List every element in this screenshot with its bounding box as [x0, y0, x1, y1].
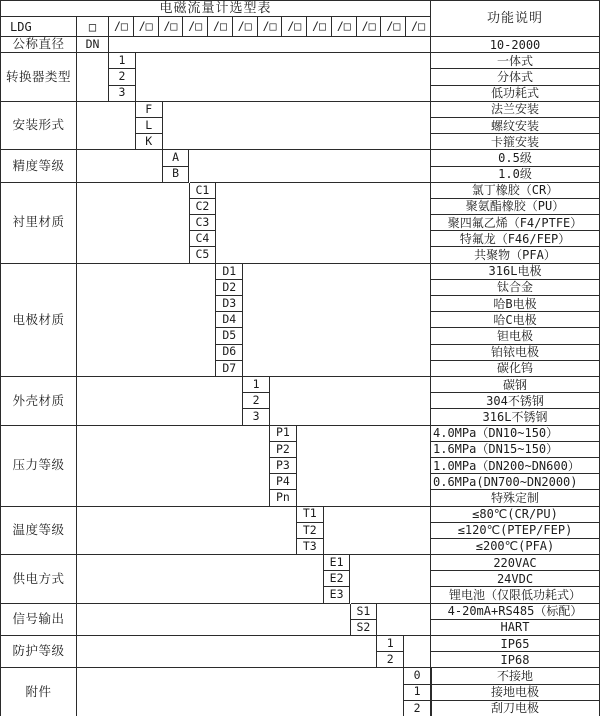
empty-cell [77, 53, 109, 102]
code-cell: L [136, 118, 163, 134]
code-cell: 2 [243, 393, 270, 409]
empty-cell [270, 377, 431, 426]
model-slot: /□ [282, 17, 307, 37]
code-cell: T3 [297, 539, 324, 555]
code-cell: 2 [377, 652, 404, 668]
function-cell: 316L不锈钢 [431, 409, 600, 425]
code-cell: DN [77, 37, 109, 53]
model-slot: /□ [208, 17, 233, 37]
category-label: 安装形式 [1, 102, 77, 151]
code-cell: C3 [190, 215, 217, 231]
category-label: 附件 [1, 668, 77, 716]
code-cell: F [136, 102, 163, 118]
empty-cell [243, 264, 431, 377]
function-cell: ≤80℃(CR/PU) [431, 507, 600, 523]
code-cell: 0 [404, 668, 431, 684]
category-label: 供电方式 [1, 555, 77, 604]
empty-cell [351, 555, 432, 604]
model-prefix: LDG [1, 17, 77, 37]
function-cell: 聚四氟乙烯（F4/PTFE） [431, 215, 600, 231]
function-cell: 1.6MPa（DN15~150） [431, 442, 600, 458]
code-cell: 3 [243, 409, 270, 425]
function-cell: ≤120℃(PTEP/FEP) [431, 523, 600, 539]
function-cell: 碳钢 [431, 377, 600, 393]
empty-cell [163, 102, 431, 151]
code-cell: C2 [190, 199, 217, 215]
model-slot: /□ [109, 17, 134, 37]
code-cell: C5 [190, 247, 217, 263]
code-cell: E3 [324, 587, 351, 603]
empty-cell [77, 668, 404, 716]
function-cell: ≤200℃(PFA) [431, 539, 600, 555]
empty-cell [216, 183, 431, 264]
empty-cell [77, 507, 297, 556]
function-cell: 分体式 [431, 69, 600, 85]
empty-cell [297, 426, 431, 507]
category-label: 防护等级 [1, 636, 77, 668]
code-cell: K [136, 134, 163, 150]
code-cell: 1 [243, 377, 270, 393]
function-cell: HART [431, 620, 600, 636]
code-cell: S2 [351, 620, 378, 636]
empty-cell [109, 37, 431, 53]
code-cell: Pn [270, 490, 297, 506]
empty-cell [77, 604, 351, 636]
code-cell: B [163, 167, 190, 183]
code-cell: 3 [109, 86, 136, 102]
code-cell: P1 [270, 426, 297, 442]
category-label: 外壳材质 [1, 377, 77, 426]
function-cell: 10-2000 [431, 37, 600, 53]
code-cell: D4 [216, 312, 243, 328]
empty-cell [77, 183, 190, 264]
model-slot: /□ [183, 17, 208, 37]
function-cell: 聚氨酯橡胶（PU） [431, 199, 600, 215]
function-cell: 316L电极 [431, 264, 600, 280]
empty-cell [77, 102, 136, 151]
function-cell: 刮刀电极 [431, 701, 600, 716]
category-label: 转换器类型 [1, 53, 77, 102]
empty-cell [77, 150, 163, 182]
category-label: 公称直径 [1, 37, 77, 53]
function-cell: 哈B电极 [431, 296, 600, 312]
code-cell: 1 [377, 636, 404, 652]
model-slot: /□ [406, 17, 431, 37]
function-cell: 1.0MPa（DN200~DN600） [431, 458, 600, 474]
function-cell: 钽电极 [431, 328, 600, 344]
table-title: 电磁流量计选型表 [1, 1, 431, 17]
code-cell: A [163, 150, 190, 166]
function-cell: 特氟龙（F46/FEP） [431, 231, 600, 247]
model-slot: /□ [159, 17, 184, 37]
empty-cell [77, 377, 243, 426]
function-cell: 碳化钨 [431, 361, 600, 377]
function-cell: 4-20mA+RS485（标配） [431, 604, 600, 620]
empty-cell [377, 604, 431, 636]
function-cell: 法兰安装 [431, 102, 600, 118]
function-cell: 锂电池（仅限低功耗式） [431, 587, 600, 603]
empty-cell [324, 507, 431, 556]
model-slot: /□ [307, 17, 332, 37]
empty-cell [77, 636, 377, 668]
code-cell: T2 [297, 523, 324, 539]
model-slot: /□ [381, 17, 406, 37]
function-cell: 304不锈钢 [431, 393, 600, 409]
function-cell: 卡箍安装 [431, 134, 600, 150]
function-cell: 共聚物（PFA） [431, 247, 600, 263]
function-cell: 24VDC [431, 571, 600, 587]
function-cell: 低功耗式 [431, 86, 600, 102]
category-label: 电极材质 [1, 264, 77, 377]
code-cell: S1 [351, 604, 378, 620]
model-slot: /□ [357, 17, 382, 37]
code-cell: P4 [270, 474, 297, 490]
empty-cell [77, 264, 216, 377]
model-slot: /□ [332, 17, 357, 37]
code-cell: E1 [324, 555, 351, 571]
code-cell: D6 [216, 345, 243, 361]
code-cell: C1 [190, 183, 217, 199]
function-cell: 铂铱电极 [431, 345, 600, 361]
code-cell: 1 [404, 685, 431, 701]
code-cell: T1 [297, 507, 324, 523]
empty-cell [136, 53, 431, 102]
model-slot: /□ [134, 17, 159, 37]
empty-cell [77, 555, 324, 604]
code-cell: D7 [216, 361, 243, 377]
code-cell: D5 [216, 328, 243, 344]
model-code-box: □ [77, 17, 109, 37]
function-cell: 特殊定制 [431, 490, 600, 506]
category-label: 压力等级 [1, 426, 77, 507]
code-cell: P3 [270, 458, 297, 474]
function-cell: 0.5级 [431, 150, 600, 166]
code-cell: D2 [216, 280, 243, 296]
category-label: 信号输出 [1, 604, 77, 636]
model-slot: /□ [233, 17, 258, 37]
model-slot: /□ [258, 17, 283, 37]
function-cell: 不接地 [431, 668, 600, 684]
category-label: 温度等级 [1, 507, 77, 556]
code-cell: E2 [324, 571, 351, 587]
function-cell: 钛合金 [431, 280, 600, 296]
function-cell: 0.6MPa(DN700~DN2000) [431, 474, 600, 490]
function-cell: 螺纹安装 [431, 118, 600, 134]
code-cell: 2 [109, 69, 136, 85]
function-cell: 氯丁橡胶（CR） [431, 183, 600, 199]
code-cell: 1 [109, 53, 136, 69]
code-cell: 2 [404, 701, 431, 716]
category-label: 衬里材质 [1, 183, 77, 264]
empty-cell [404, 636, 431, 668]
function-cell: IP68 [431, 652, 600, 668]
code-cell: P2 [270, 442, 297, 458]
function-cell: 哈C电极 [431, 312, 600, 328]
code-cell: D1 [216, 264, 243, 280]
function-cell: IP65 [431, 636, 600, 652]
category-label: 精度等级 [1, 150, 77, 182]
function-cell: 220VAC [431, 555, 600, 571]
empty-cell [77, 426, 270, 507]
function-cell: 4.0MPa（DN10~150） [431, 426, 600, 442]
code-cell: C4 [190, 231, 217, 247]
function-cell: 一体式 [431, 53, 600, 69]
code-cell: D3 [216, 296, 243, 312]
function-cell: 1.0级 [431, 167, 600, 183]
empty-cell [190, 150, 432, 182]
function-column-header: 功能说明 [431, 1, 600, 37]
function-cell: 接地电极 [431, 685, 600, 701]
